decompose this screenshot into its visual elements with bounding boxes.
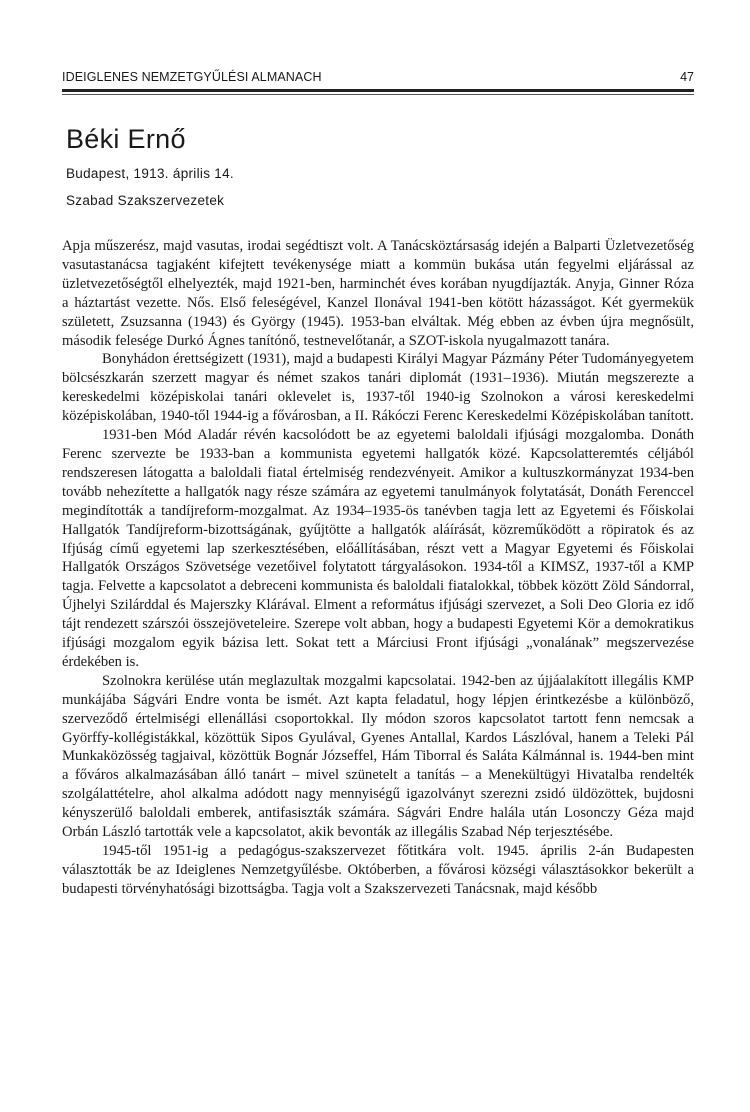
running-header bbox=[62, 70, 694, 90]
paragraph: Apja műszerész, majd vasutas, irodai segédtiszt volt. A Tanácsköztársaság idején a Balparti Üzletvezetőség vasutastanácsa tagjaként kifejtett tevékenysége miatt a kommün bukása után fegyelmi eljárással az üzletvezetőségtől elhelyezték, majd 1921-ben, harminchét éves korában nyugdíjazták. Anyja, Ginner Róza a háztartást vezette. Nős. Első feleségével, Kanzel Ilonával 1941-ben kötött házasságot. Két gyermekük született, Zsuzsanna (1943) és György (1945). 1953-ban elváltak. Még ebben az évben újra megnősült, második felesége Durkó Ágnes tanítónő, testnevelőtanár, a SZOT-iskola nyugalmazott tanára. bbox=[62, 238, 694, 349]
header-rule-thick bbox=[62, 89, 694, 92]
paragraph: 1931-ben Mód Aladár révén kacsolódott be az egyetemi baloldali ifjúsági mozgalomba. Donáth Ferenc szervezte be 1933-ban a kommunista egyetemi hallgatók közé. Kapcsolatteremtés céljából rendszeresen látogatta a baloldali fiatal értelmiség rendezvényeit. Amikor a kultuszkormányzat 1934-ben tovább nehezítette a hallgatók nagy része számára az egyetemi tanulmányok folytatását, Donáth Ferenccel megindították a tandíjreform-mozgalmat. Az 1934–1935-ös tanévben tagja lett az Egyetemi és Főiskolai Hallgatók Tandíjreform-bizottságának, gyűjtötte a hallgatók aláírását, közreműködött a röpiratok és az Ifjúság című egyetemi lap szerkesztésében, előállításában, részt vett a Magyar Egyetemi és Főiskolai Hallgatók Országos Szövetsége vezetőivel folytatott tárgyalásokon. 1934-től a KIMSZ, 1937-től a KMP tagja. Felvette a kapcsolatot a debreceni kommunista és baloldali fiatalokkal, többek között Zöld Sándorral, Újhelyi Szilárddal és Majerszky Klárával. Elment a református ifjúsági szervezet, a Soli Deo Gloria ez idő tájt rendezett szárszói összejöveteleire. Szerepe volt abban, hogy a budapesti Egyetemi Kör a demokratikus ifjúsági mozgalom egyik bázisa lett. Sokat tett a Márciusi Front ifjúsági „vonalának” megszervezése érdekében is. bbox=[62, 427, 694, 670]
entry-birth: Budapest, 1913. április 14. bbox=[66, 166, 234, 181]
paragraph: Szolnokra kerülése után meglazultak mozgalmi kapcsolatai. 1942-ben az újjáalakított illegális KMP munkájába Ságvári Endre vonta be ismét. Azt kapta feladatul, hogy lépjen érintkezésbe a különböző, szerveződő értelmiségi ellenállási csoportokkal. Ily módon szoros kapcsolatot tartott fenn nemcsak a Györffy-kollégistákkal, közöttük Sipos Gyulával, Gyenes Antallal, Kardos Lászlóval, hanem a Teleki Pál Munkaközösség tagjaival, közöttük Bognár Józseffel, Hám Tiborral és Saláta Kálmánnal is. 1944-ben mint a főváros alkalmazásában álló tanárt – mivel szünetelt a tanítás – a Menekültügyi Hivatalba rendelték szolgálattételre, ahol alkalma adódott nagy mennyiségű igazolványt szerezni zsidó üldözöttek, bujdosni kényszerülő baloldali emberek, antifasiszták számára. Ságvári Endre halála után Losonczy Géza majd Orbán László tartották vele a kapcsolatot, akik bevonták az illegális Szabad Nép terjesztésébe. bbox=[62, 672, 694, 841]
entry-organization: Szabad Szakszervezetek bbox=[66, 193, 225, 208]
header-title: IDEIGLENES NEMZETGYŰLÉSI ALMANACH bbox=[62, 70, 322, 84]
page-number: 47 bbox=[680, 70, 694, 84]
paragraph: 1945-től 1951-ig a pedagógus-szakszervezet főtitkára volt. 1945. április 2-án Budapesten választották be az Ideiglenes Nemzetgyűlésbe. Októberben, a fővárosi községi választásokkor bekerült a budapesti törvényhatósági bizottságba. Tagja volt a Szakszervezeti Tanácsnak, majd később bbox=[62, 843, 694, 897]
biography-body bbox=[62, 237, 694, 899]
entry-name: Béki Ernő bbox=[66, 124, 186, 154]
header-rule-thin bbox=[62, 94, 694, 95]
paragraph: Bonyhádon érettségizett (1931), majd a budapesti Királyi Magyar Pázmány Péter Tudományegyetem bölcsészkarán szerzett magyar és német szakos tanári diplomát (1931–1936). Miután megszerezte a kereskedelmi középiskolai tanári oklevelet is, 1937-től 1940-ig Szolnokon a városi kereskedelmi középiskolában, 1940-től 1944-ig a fővárosban, a II. Rákóczi Ferenc Kereskedelmi Középiskolában tanított. bbox=[62, 351, 694, 425]
